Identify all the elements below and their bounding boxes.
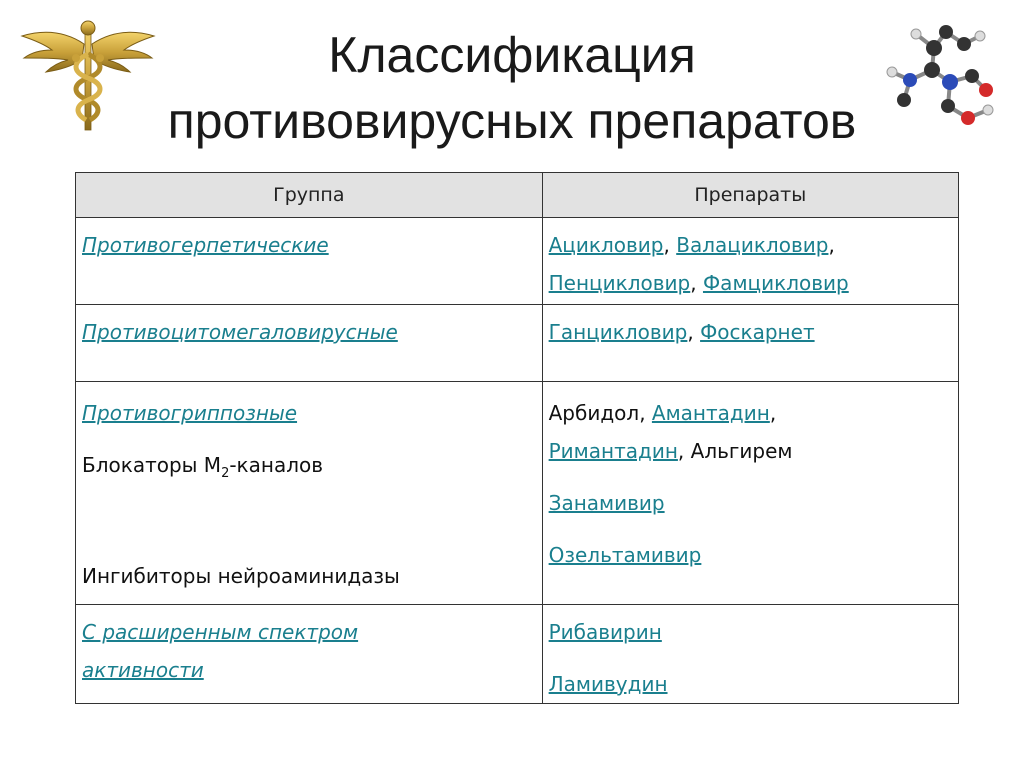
separator: , <box>677 439 685 463</box>
drug-link-ganciclovir[interactable]: Ганцикловир <box>548 320 688 344</box>
group-link-antiherpetic[interactable]: Противогерпетические <box>82 233 329 257</box>
subgroup-m2-suffix: -каналов <box>229 453 324 477</box>
table-row <box>76 218 959 305</box>
group-link-anticmv[interactable]: Противоцитомегаловирусные <box>82 320 398 344</box>
drug-link-famciclovir[interactable]: Фамцикловир <box>702 271 849 295</box>
page-title <box>60 22 964 154</box>
drugs-cell <box>542 218 958 305</box>
separator: , <box>687 320 694 344</box>
drug-link-foscarnet[interactable]: Фоскарнет <box>700 320 815 344</box>
group-cell <box>76 382 543 605</box>
group-cell <box>76 218 543 305</box>
classification-table <box>75 172 959 704</box>
table-row <box>76 382 959 605</box>
group-link-broad-spectrum-line1[interactable]: С расширенным спектром <box>82 620 359 644</box>
subgroup-m2-subscript: 2 <box>221 466 230 481</box>
separator: , <box>769 401 777 425</box>
drug-link-rimantadine[interactable]: Римантадин <box>548 439 678 463</box>
separator: , <box>690 271 697 295</box>
subgroup-neuraminidase-inhibitors: Ингибиторы нейроаминидазы <box>82 564 400 588</box>
drugs-cell <box>542 305 958 382</box>
drug-link-lamivudine[interactable]: Ламивудин <box>548 672 668 696</box>
subgroup-m2-prefix: Блокаторы М <box>82 453 222 477</box>
title-line-1: Классификация <box>328 27 696 83</box>
separator: , <box>639 401 646 425</box>
drug-link-oseltamivir[interactable]: Озельтамивир <box>548 543 702 567</box>
subgroup-m2-blockers <box>82 446 536 493</box>
separator: , <box>828 233 835 257</box>
drug-link-amantadine[interactable]: Амантадин <box>651 401 770 425</box>
group-link-antiinfluenza[interactable]: Противогриппозные <box>82 401 298 425</box>
table-row <box>76 605 959 704</box>
group-cell <box>76 605 543 704</box>
drug-link-penciclovir[interactable]: Пенцикловир <box>548 271 691 295</box>
drug-link-ribavirin[interactable]: Рибавирин <box>548 620 662 644</box>
group-link-broad-spectrum-line2[interactable]: активности <box>82 658 204 682</box>
drug-link-acyclovir[interactable]: Ацикловир <box>548 233 664 257</box>
table-row <box>76 305 959 382</box>
drugs-cell <box>542 605 958 704</box>
header-group: Группа <box>76 173 543 218</box>
drug-link-valacyclovir[interactable]: Валацикловир <box>676 233 829 257</box>
drug-algirem: Альгирем <box>690 439 793 463</box>
drug-arbidol: Арбидол <box>548 401 640 425</box>
drug-link-zanamivir[interactable]: Занамивир <box>548 491 665 515</box>
header-drugs: Препараты <box>542 173 958 218</box>
separator: , <box>663 233 670 257</box>
drugs-cell <box>542 382 958 605</box>
title-line-2: противовирусных препаратов <box>167 93 857 149</box>
group-cell <box>76 305 543 382</box>
